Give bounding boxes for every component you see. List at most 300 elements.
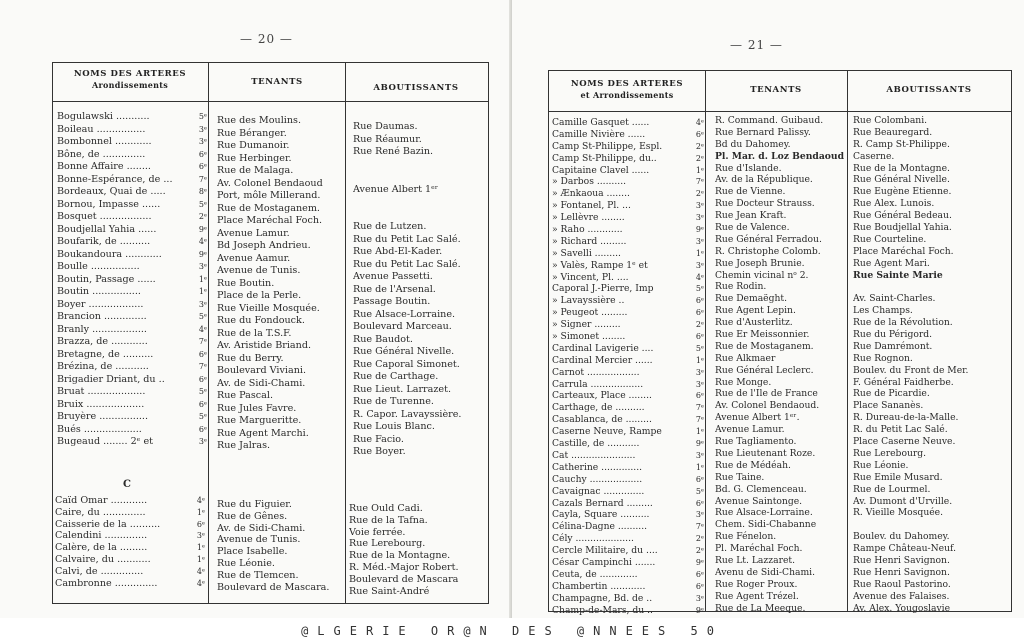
street-name-row [552, 379, 704, 391]
tenant-cell: Rue Alkmaer [715, 352, 776, 364]
street-name-row [55, 519, 205, 531]
arrondissement: 3ᵉ [198, 137, 207, 146]
arrondissement: 3ᵉ [695, 593, 704, 603]
street-name-row [552, 224, 704, 236]
aboutissant-cell: Boulev. du Front de Mer. [853, 364, 969, 376]
arrondissement: 2ᵉ [198, 212, 207, 221]
header-divider [53, 101, 488, 102]
street-name-row [57, 336, 207, 349]
arrondissement: 6ᵉ [695, 308, 704, 318]
column-divider [345, 63, 346, 603]
header-aboutissants: ABOUTISSANTS [373, 83, 459, 93]
arrondissement: 5ᵉ [198, 412, 207, 421]
street-name: » Savelli ......... [552, 247, 621, 259]
column-divider [847, 71, 848, 611]
tenant-cell: Rue Béranger. [217, 127, 287, 139]
aboutissant-cell: Rue Général Nivelle. [353, 346, 455, 357]
street-name-row [57, 236, 207, 249]
tenant-cell: Pl. Maréchal Foch. [715, 543, 803, 555]
street-name: Ceuta, de ............. [552, 568, 638, 580]
watermark-footer: @LGERIE OR@N DES @NNEES 50 [0, 618, 1024, 644]
aboutissant-cell: Les Champs. [853, 305, 913, 317]
tenant-cell: Rue Fénelon. [715, 531, 777, 543]
street-name: » Lellèvre ........ [552, 212, 625, 224]
aboutissant-cell: Avenue des Falaises. [853, 590, 950, 602]
street-name: Cauchy .................. [552, 473, 643, 485]
arrondissement: 3ᵉ [198, 262, 207, 271]
tenant-cell: Avenue Aamur. [217, 252, 291, 264]
aboutissant-cell: Rue Rognon. [853, 352, 913, 364]
street-name: Camille Gasquet ...... [552, 117, 650, 128]
aboutissant-cell: Rue de l'Arsenal. [353, 283, 436, 295]
street-name-row [552, 295, 704, 307]
tenant-cell: Rue Général Ferradou. [715, 233, 822, 245]
arrondissement: 7ᵉ [198, 362, 207, 371]
aboutissant-cell: Rue Réaumur. [353, 133, 422, 145]
aboutissant-cell: R. du Petit Lac Salé. [853, 424, 948, 436]
arrondissement: 7ᵉ [695, 522, 704, 532]
arrondissement: 7ᵉ [198, 337, 207, 346]
aboutissant-cell: Rue Alsace-Lorraine. [353, 308, 456, 320]
street-name: » Simonet ........ [552, 331, 626, 343]
street-name-row [57, 349, 207, 362]
aboutissant-cell: Rue Henri Savignon. [853, 554, 950, 566]
aboutissant-cell: Rue Léonie. [853, 459, 909, 471]
street-name-row [57, 149, 207, 162]
aboutissant-cell: Rue Facio. [353, 433, 404, 445]
arrondissement: 7ᵉ [695, 177, 704, 187]
section-letter: C [123, 479, 131, 490]
aboutissant-cell: Rue Baudot. [353, 333, 413, 345]
arrondissement: 6ᵉ [695, 332, 704, 342]
aboutissant-cell [853, 281, 1009, 293]
tenant-cell: Rue de Vienne. [715, 186, 786, 198]
arrondissement: 6ᵉ [198, 349, 207, 359]
tenant-cell: Av. Colonel Bendaoud [217, 177, 323, 189]
street-name-row [55, 530, 205, 542]
tenant-cell: Rue Général Leclerc. [715, 364, 814, 376]
street-name: Cat ...................... [552, 449, 636, 461]
street-name: Cayla, Square .......... [552, 509, 650, 521]
street-name: Bués ................... [57, 423, 142, 435]
right-page [512, 0, 1024, 618]
street-name-row [57, 411, 207, 424]
arrondissement: 7ᵉ [695, 403, 704, 413]
aboutissant-cell: Avenue Passetti. [353, 271, 433, 282]
street-name: » Richard ......... [552, 235, 627, 247]
arrondissement: 1ᵉ [695, 427, 704, 437]
aboutissant-cell: Rue Raoul Pastorino. [853, 578, 951, 590]
street-name: Calvaire, du ........... [55, 553, 151, 565]
street-name-row [57, 386, 207, 399]
street-name: Boutin ................ [57, 286, 141, 297]
street-name: Caisserie de la .......... [55, 518, 161, 530]
street-name: Bruix ................... [57, 398, 145, 410]
tenant-cell: Rue de Valence. [715, 222, 790, 234]
arrondissement: 6ᵉ [198, 374, 207, 384]
aboutissant-cell: Rue de la Tafna. [349, 514, 428, 526]
tenant-cell: Rue Lt. Lazzaret. [715, 554, 796, 566]
street-name-row [55, 554, 205, 566]
street-name-row [552, 355, 704, 367]
aboutissant-cell: Rue Beauregard. [853, 126, 933, 138]
tenant-cell: Rue Léonie. [217, 557, 275, 569]
street-name: Brazza, de ............ [57, 336, 148, 347]
aboutissant-cell: R. Capor. Lavayssière. [353, 408, 462, 420]
arrondissement: 4ᵉ [198, 324, 207, 334]
arrondissement: 2ᵉ [695, 153, 704, 163]
street-name: Bombonnel ............ [57, 136, 152, 147]
street-name-row [552, 605, 704, 617]
street-name: Castille, de ........... [552, 438, 640, 450]
tenant-cell: Rue Rodin. [715, 281, 767, 293]
arrondissement: 5ᵉ [198, 112, 207, 121]
column-divider [705, 71, 706, 611]
aboutissant-cell: Rue Agent Mari. [853, 257, 930, 269]
aboutissant-cell: R. Méd.-Major Robert. [349, 561, 459, 573]
aboutissant-cell: Rue Général Bedeau. [853, 210, 952, 222]
street-name: Calendini .............. [55, 530, 148, 542]
arrondissement: 1ᵉ [198, 274, 207, 284]
arrondissement: 6ᵉ [198, 149, 207, 159]
tenant-cell: Rue d'Islande. [715, 162, 782, 174]
tenant-cell: Rue de La Meeque. [715, 602, 806, 614]
arrondissement: 9ᵉ [695, 439, 704, 449]
street-name: Bretagne, de .......... [57, 348, 154, 360]
tenant-cell: Rue Vieille Mosquée. [217, 302, 320, 314]
street-name-row [552, 557, 704, 569]
street-name: Caïd Omar ............ [55, 495, 148, 506]
street-name: Cercle Militaire, du .... [552, 545, 658, 557]
tenant-cell: Avenue Lamur. [217, 227, 290, 239]
aboutissant-cell: F. Général Faidherbe. [853, 376, 954, 388]
street-name: Brézina, de ........... [57, 361, 149, 372]
arrondissement: 6ᵉ [196, 519, 205, 529]
aboutissant-cell: Rue de Carthage. [353, 371, 439, 382]
tenant-cell: Bd Joseph Andrieu. [217, 240, 311, 251]
aboutissant-cell: Boulevard Marceau. [353, 321, 452, 332]
aboutissant-cell: Rue Sainte Marie [853, 269, 943, 281]
street-name-row [552, 153, 704, 165]
arrondissement: 2ᵉ [695, 546, 704, 556]
street-name: Camp St-Philippe, du.. [552, 152, 657, 164]
street-name-row [552, 569, 704, 581]
arrondissement: 3ᵉ [198, 124, 207, 134]
street-name-row [57, 324, 207, 337]
arrondissement: 5ᵉ [198, 199, 207, 209]
tenant-cell: Rue Roger Proux. [715, 578, 798, 590]
aboutissant-cell: Av. Dumont d'Urville. [853, 495, 953, 507]
aboutissant-cell: Rue de Picardie. [853, 388, 930, 400]
arrondissement: 3ᵉ [198, 299, 207, 309]
arrondissement: 3ᵉ [695, 379, 704, 389]
street-name: » Valès, Rampe 1ᵉ et [552, 259, 648, 271]
street-name-row [552, 581, 704, 593]
tenants-column-b [217, 115, 343, 453]
street-name: Capitaine Clavel ...... [552, 164, 650, 176]
street-name: Caporal J.-Pierre, Imp [552, 283, 654, 295]
aboutissant-cell: Rue Caporal Simonet. [353, 358, 460, 370]
tenants-column-c [217, 499, 343, 593]
column-divider [208, 63, 209, 603]
arrondissement: 6ᵉ [695, 474, 704, 484]
aboutissants-column [853, 115, 1009, 614]
tenant-cell: Avenu de Sidi-Chami. [715, 566, 816, 578]
street-name-row [552, 343, 704, 355]
aboutissant-cell: Rue de la Montagne. [853, 162, 950, 174]
street-name-row [57, 311, 207, 324]
street-name: » Raho ............ [552, 224, 623, 236]
streets-table-right [548, 70, 1012, 616]
tenant-cell: Rue Lieutenant Roze. [715, 447, 816, 459]
street-name: Cazals Bernard ......... [552, 497, 653, 509]
aboutissant-cell: Place Sananès. [853, 400, 924, 412]
tenant-cell: Rue Herbinger. [217, 152, 292, 164]
arrondissement: 4ᵉ [695, 272, 704, 282]
page-number: — 21 — [730, 38, 783, 52]
aboutissant-cell: Rue Ould Cadi. [349, 503, 423, 514]
street-name-row [55, 578, 205, 590]
arrondissement: 4ᵉ [198, 237, 207, 246]
arrondissement: 6ᵉ [198, 399, 207, 409]
streets-table-left [52, 62, 489, 604]
tenant-cell: Rue du Figuier. [217, 499, 292, 510]
street-name: Catherine .............. [552, 461, 643, 473]
street-name-row [552, 141, 704, 153]
street-name: César Campinchi ....... [552, 556, 656, 568]
tenants-column [715, 115, 845, 614]
street-name: Casablanca, de ......... [552, 414, 652, 426]
tenant-cell: Rue Margueritte. [217, 415, 302, 426]
aboutissant-cell: Rue Louis Blanc. [353, 421, 435, 432]
street-name-row [57, 111, 207, 124]
street-name: » Darbos .......... [552, 176, 627, 188]
street-name-row [57, 174, 207, 187]
street-name: Boulle ................ [57, 261, 140, 272]
arrondissement: 5ᵉ [695, 343, 704, 353]
tenant-cell: Boulevard de Mascara. [217, 581, 330, 593]
street-name: Bruyère ................ [57, 411, 149, 422]
aboutissant-cell: Voie ferrée. [349, 526, 406, 538]
street-name-row [57, 374, 207, 387]
arrondissement: 4ᵉ [196, 566, 205, 576]
aboutissant-cell [353, 196, 485, 209]
aboutissant-cell: Rue Colombani. [853, 115, 928, 126]
arrondissement: 7ᵉ [695, 415, 704, 425]
street-name-row [552, 509, 704, 521]
aboutissant-cell: R. Vieille Mosquée. [853, 507, 944, 519]
aboutissants-column-c [349, 503, 485, 597]
tenant-cell: Place Isabelle. [217, 546, 288, 558]
arrondissement: 4ᵉ [196, 578, 205, 588]
street-name-row [552, 188, 704, 200]
aboutissant-cell: Boulev. du Dahomey. [853, 531, 950, 543]
aboutissant-cell: Rue Alex. Lunois. [853, 198, 935, 210]
street-name: Cély .................... [552, 533, 634, 545]
street-name-row [57, 211, 207, 224]
street-name: Boudjellal Yahia ...... [57, 223, 157, 235]
tenant-cell: Rue Jules Favre. [217, 402, 297, 414]
aboutissant-cell: Rue René Bazin. [353, 146, 434, 157]
tenant-cell: Rue Taine. [715, 471, 765, 483]
street-name-row [57, 299, 207, 312]
street-name-row [552, 533, 704, 545]
aboutissant-cell: Rue de Turenne. [353, 396, 434, 407]
left-page [0, 0, 512, 618]
arrondissement: 5ᵉ [198, 312, 207, 321]
tenant-cell: Avenue Saintonge. [715, 495, 803, 507]
aboutissant-cell: R. Camp St-Philippe. [853, 138, 950, 150]
arrondissement: 3ᵉ [695, 510, 704, 520]
street-name-row [55, 507, 205, 519]
aboutissant-cell: Rue de Lutzen. [353, 221, 427, 232]
tenant-cell: Av. Colonel Bendaoud. [715, 400, 820, 412]
tenant-cell: Rue de Mostaganem. [217, 202, 320, 214]
street-name: Caserne Neuve, Rampe [552, 426, 662, 438]
street-name-row [57, 286, 207, 299]
tenant-cell: Rue de Malaga. [217, 165, 294, 176]
street-name-row [552, 331, 704, 343]
street-name-row [57, 161, 207, 174]
arrondissement: 4ᵉ [196, 496, 205, 505]
arrondissement: 7ᵉ [198, 174, 207, 184]
tenant-cell: Rue Monge. [715, 376, 772, 388]
street-name: Bonne Affaire ........ [57, 161, 151, 172]
street-name: Calère, de la ......... [55, 542, 148, 554]
street-name: Brigadier Driant, du .. [57, 373, 165, 385]
aboutissant-cell: Rue Lerebourg. [349, 538, 426, 550]
names-column-c [55, 495, 205, 589]
street-name-row [57, 424, 207, 437]
arrondissement: 9ᵉ [695, 225, 704, 235]
aboutissant-cell: Av. Alex. Yougoslavie [853, 602, 951, 614]
street-name: Champagne, Bd. de .. [552, 592, 653, 604]
arrondissement: 6ᵉ [695, 498, 704, 508]
street-name: » Ænkaoua ........ [552, 188, 630, 200]
tenant-cell: Rue Agent Trézel. [715, 590, 799, 602]
tenant-cell: Rue Jean Kraft. [715, 210, 787, 222]
street-name: Bordeaux, Quai de ..... [57, 186, 166, 197]
tenant-cell: Rue des Moulins. [217, 115, 301, 126]
aboutissant-cell: Rue de Lourmel. [853, 483, 931, 495]
tenant-cell: Bd. G. Clemenceau. [715, 483, 807, 495]
arrondissement: 2ᵉ [695, 320, 704, 330]
street-name: » Lavayssière .. [552, 295, 625, 307]
aboutissant-cell: Place Maréchal Foch. [853, 245, 954, 257]
tenant-cell: Chemin vicinal nᵒ 2. [715, 269, 809, 281]
arrondissement: 6ᵉ [695, 569, 704, 579]
street-name-row [552, 402, 704, 414]
tenant-cell: Rue Alsace-Lorraine. [715, 507, 813, 519]
street-name-row [57, 436, 207, 449]
street-name-row [552, 521, 704, 533]
tenant-cell: Avenue Albert 1ᵉʳ. [715, 412, 800, 424]
street-name: Bosquet ................. [57, 211, 152, 222]
aboutissant-cell: Rampe Château-Neuf. [853, 543, 956, 555]
street-name: Boukandoura ............ [57, 248, 162, 260]
arrondissement: 3ᵉ [695, 236, 704, 246]
street-name-row [552, 307, 704, 319]
arrondissement: 3ᵉ [196, 531, 205, 541]
arrondissement: 5ᵉ [695, 486, 704, 496]
tenant-cell: Av. de la République. [715, 174, 813, 186]
header-tenants: TENANTS [750, 85, 802, 95]
street-name-row [552, 367, 704, 379]
street-name-row [552, 414, 704, 426]
street-name: Brancion .............. [57, 311, 147, 322]
aboutissant-cell: Avenue Albert 1ᵉʳ [353, 183, 439, 195]
street-name-row [55, 495, 205, 507]
tenant-cell: Avenue de Tunis. [217, 265, 301, 276]
tenant-cell: Rue Docteur Strauss. [715, 198, 815, 210]
street-name: Bornou, Impasse ...... [57, 198, 161, 210]
street-name: Cambronne .............. [55, 577, 158, 589]
aboutissant-cell: Caserne. [853, 150, 895, 162]
street-name-row [55, 542, 205, 554]
street-name: » Peugeot ......... [552, 307, 628, 319]
street-name: Bonne-Espérance, de ... [57, 173, 173, 185]
arrondissement: 3ᵉ [695, 367, 704, 377]
street-name: Bogulawski ........... [57, 111, 150, 122]
street-name-row [552, 283, 704, 295]
aboutissant-cell [853, 519, 1009, 531]
arrondissement: 1ᵉ [196, 554, 205, 564]
street-name: Caire, du .............. [55, 506, 146, 518]
street-name: Célina-Dagne .......... [552, 521, 648, 533]
tenant-cell: Av. de Sidi-Chami. [217, 377, 306, 389]
tenant-cell: Place de la Perle. [217, 290, 302, 301]
street-name-row [57, 199, 207, 212]
arrondissement: 1ᵉ [196, 543, 205, 553]
street-name-row [552, 462, 704, 474]
aboutissant-cell: Boulevard de Mascara [349, 573, 459, 585]
street-name-row [552, 438, 704, 450]
street-name: Branly .................. [57, 323, 147, 335]
street-name-row [552, 117, 704, 129]
aboutissant-cell: Rue Abd-El-Kader. [353, 246, 443, 257]
tenant-cell: Rue Bernard Palissy. [715, 126, 811, 138]
aboutissant-cell: Rue Boyer. [353, 446, 406, 457]
tenant-cell: Port, môle Millerand. [217, 190, 321, 201]
street-name-row [57, 124, 207, 137]
street-name-row [57, 249, 207, 262]
header-divider [549, 111, 1011, 112]
aboutissant-cell: Rue de la Révolution. [853, 317, 953, 329]
arrondissement: 5ᵉ [695, 284, 704, 294]
arrondissement: 1ᵉ [196, 507, 205, 517]
street-name-row [552, 474, 704, 486]
aboutissant-cell: Passage Boutin. [353, 296, 431, 307]
street-name-row [552, 212, 704, 224]
tenant-cell: Rue Agent Marchi. [217, 427, 309, 439]
street-name: » Vincent, Pl. .... [552, 271, 629, 283]
street-name: Bruat ................... [57, 386, 146, 397]
tenant-cell: Rue de Médéah. [715, 459, 791, 471]
aboutissant-cell: Rue Damrémont. [853, 340, 933, 352]
tenant-cell: Rue Tagliamento. [715, 436, 797, 448]
aboutissant-cell [353, 209, 485, 222]
header-aboutissants: ABOUTISSANTS [886, 85, 972, 95]
street-name-row [552, 272, 704, 284]
arrondissement: 6ᵉ [198, 162, 207, 171]
street-name: Calvi, de .............. [55, 565, 144, 577]
arrondissement: 5ᵉ [198, 387, 207, 396]
arrondissement: 6ᵉ [695, 391, 704, 401]
header-names: NOMS DES ARTERES et Arrondissements [570, 79, 684, 100]
aboutissant-cell [353, 171, 485, 184]
street-name-row [552, 498, 704, 510]
aboutissants-column-b [353, 121, 485, 459]
